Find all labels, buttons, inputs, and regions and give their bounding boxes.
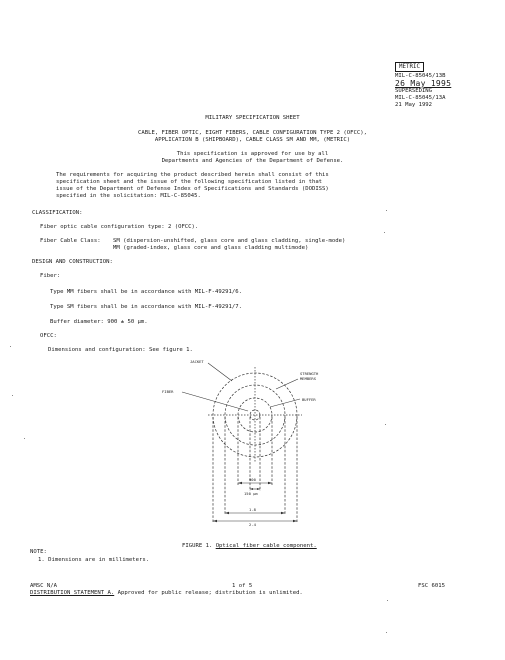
requirements-line3: issue of the Department of Defense Index of Specifications and Standards (DODISS) xyxy=(56,186,329,192)
fiber-class-mm: MM (graded-index, glass core and glass cladding multimode) xyxy=(113,245,309,251)
classification-heading: CLASSIFICATION: xyxy=(32,210,83,216)
superseding-label: SUPERSEDING xyxy=(395,88,433,94)
label-buffer: BUFFER xyxy=(302,397,316,402)
sheet-title: MILITARY SPECIFICATION SHEET xyxy=(205,115,300,121)
figure-cross-section xyxy=(160,355,335,530)
distribution-text: Approved for public release; distribution is unlimited. xyxy=(117,590,303,596)
fiber-class-sm: SM (dispersion-unshifted, glass core and glass cladding, single-mode) xyxy=(113,238,346,244)
mm-fibers-spec: Type MM fibers shall be in accordance with MIL-F-49291/6. xyxy=(50,289,242,295)
distribution-statement xyxy=(30,590,303,597)
config-type: Fiber optic cable configuration type: 2 (OFCC). xyxy=(40,224,199,230)
requirements-line1: The requirements for acquiring the product described herein shall consist of this xyxy=(56,172,329,178)
approval-line2: Departments and Agencies of the Department of Defense. xyxy=(161,158,344,164)
scan-speck xyxy=(384,232,385,233)
label-fiber: FIBER xyxy=(162,389,174,394)
figure-caption-text: Optical fiber cable component. xyxy=(215,543,317,549)
fiber-heading: Fiber: xyxy=(40,273,61,279)
ofcc-heading: OFCC: xyxy=(40,333,57,339)
cable-title-line2: APPLICATION B (SHIPBOARD), CABLE CLASS SM AND MM, (METRIC) xyxy=(154,137,351,143)
dim-outer-1: 1.8 xyxy=(249,507,256,512)
spec-date: 26 May 1995 xyxy=(395,79,452,88)
footer-fsc: FSC 6015 xyxy=(418,583,445,589)
sm-fibers-spec: Type SM fibers shall be in accordance with MIL-F-49291/7. xyxy=(50,304,242,310)
cable-title-line1: CABLE, FIBER OPTIC, EIGHT FIBERS, CABLE CONFIGURATION TYPE 2 (OFCC), xyxy=(137,130,367,136)
approval-line1: This specification is approved for use by all xyxy=(176,151,329,157)
superseded-number: MIL-C-85045/13A xyxy=(395,95,446,101)
metric-badge: METRIC xyxy=(395,62,424,72)
note-heading: NOTE: xyxy=(30,549,47,555)
scan-speck xyxy=(12,395,13,396)
scan-speck xyxy=(24,438,25,439)
figure-caption xyxy=(182,543,317,550)
superseded-date: 21 May 1992 xyxy=(395,102,433,108)
label-strength-2: MEMBERS xyxy=(300,376,317,381)
dim-900: 900 xyxy=(249,477,256,482)
figure-caption-label: FIGURE 1. xyxy=(182,543,213,549)
footer-amsc: AMSC N/A xyxy=(30,583,57,589)
note-1: 1. Dimensions are in millimeters. xyxy=(38,557,150,563)
scan-speck xyxy=(386,210,387,211)
buffer-diameter: Buffer diameter: 900 ± 50 µm. xyxy=(50,319,148,325)
distribution-label: DISTRIBUTION STATEMENT A. xyxy=(30,590,115,596)
dimensions-reference: Dimensions and configuration: See figure 1. xyxy=(48,347,193,353)
requirements-line4: specified in the solicitation: MIL-C-85045. xyxy=(56,193,201,199)
spec-number: MIL-C-85045/13B xyxy=(395,73,446,79)
label-jacket: JACKET xyxy=(190,359,204,364)
footer-page-number: 1 of 5 xyxy=(232,583,253,589)
requirements-line2: specification sheet and the issue of the following specification listed in that xyxy=(56,179,323,185)
dim-outer-2: 2.4 xyxy=(249,522,256,527)
label-strength-1: STRENGTH xyxy=(300,371,319,376)
scan-speck xyxy=(387,600,388,601)
dim-150: 150 µm xyxy=(244,491,258,496)
design-heading: DESIGN AND CONSTRUCTION: xyxy=(32,259,113,265)
fiber-class-label: Fiber Cable Class: xyxy=(40,238,101,244)
scan-speck xyxy=(386,632,387,633)
scan-speck xyxy=(10,346,11,347)
scan-speck xyxy=(385,424,386,425)
